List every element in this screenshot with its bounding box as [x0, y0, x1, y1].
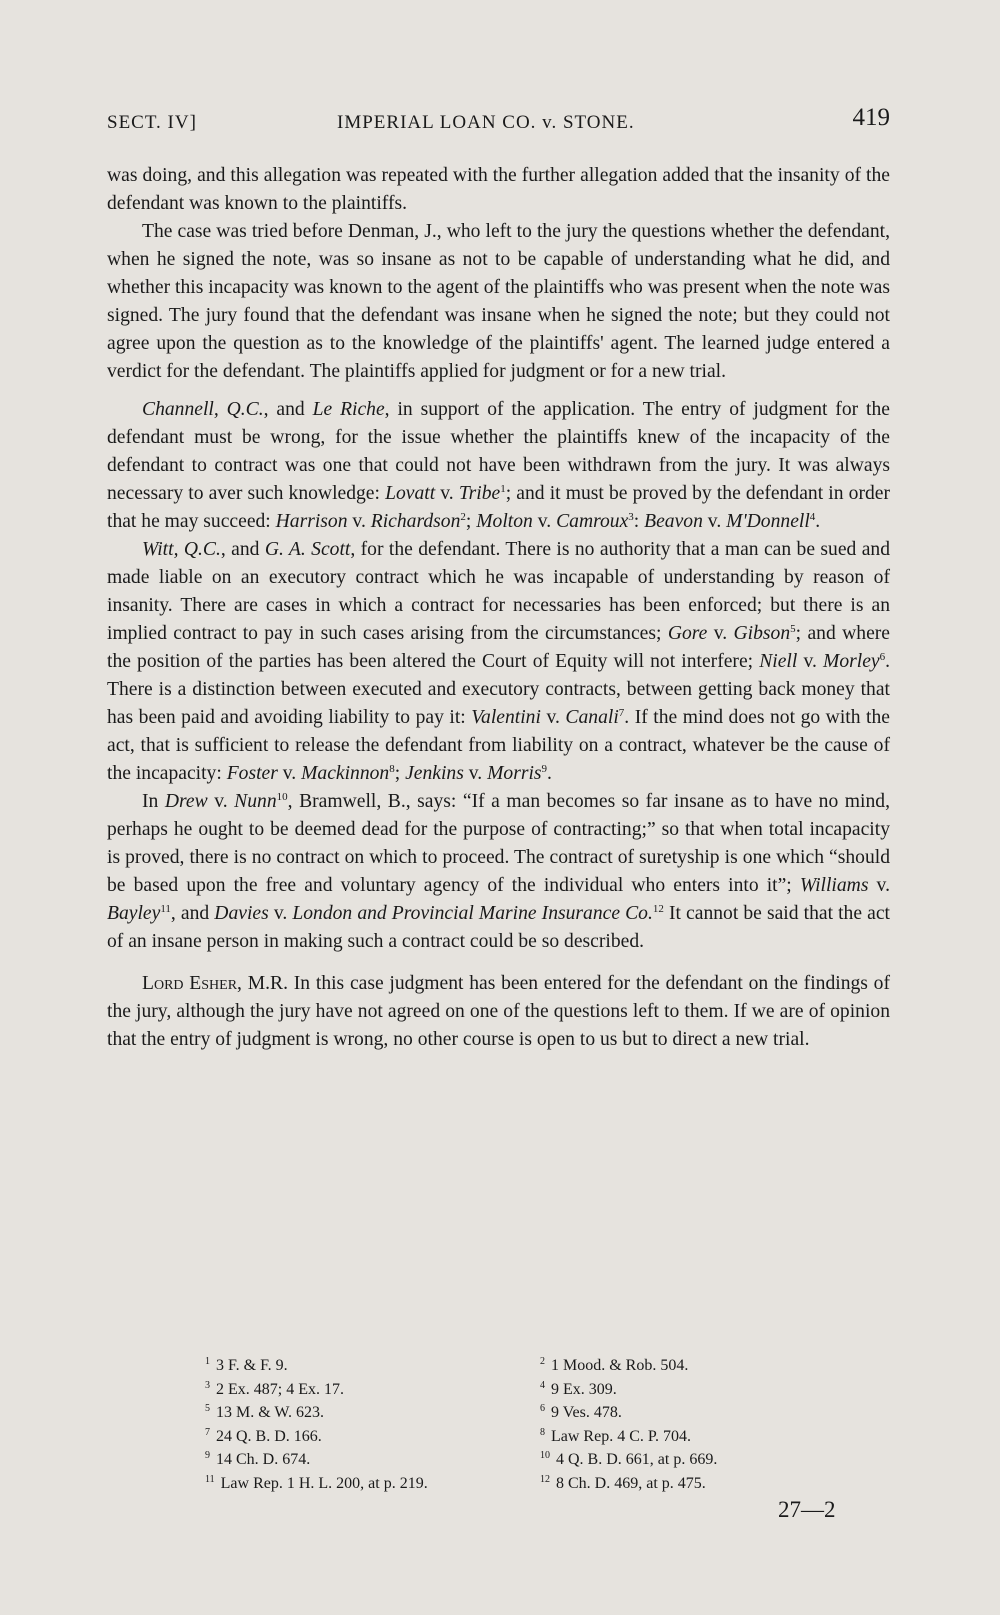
text-run: :	[633, 511, 645, 532]
body-text	[107, 162, 890, 1054]
footnote-ref: 3	[628, 511, 634, 523]
footnote-ref: 5	[790, 623, 796, 635]
case-party: Williams	[799, 875, 869, 896]
footnote-number: 3	[205, 1379, 210, 1391]
footnote-row	[205, 1472, 905, 1496]
case-party: Drew	[164, 791, 208, 812]
text-run: , and	[220, 539, 265, 560]
footnote-number: 5	[205, 1403, 210, 1414]
text-run: v.	[532, 511, 557, 532]
footnote-text: 24 Q. B. D. 166.	[216, 1427, 322, 1445]
text-run: In this case judgment has been entered for the defendant on the findings of the jury, although the jury have not agreed on one of the questions left to them. If we are of opinion that the entry of judgment is wrong, no other course is open to us but to direct a new trial.	[107, 973, 890, 1050]
case-party: Richardson	[370, 511, 461, 532]
case-party: M'Donnell	[726, 511, 810, 532]
judge-name: Lord Esher, M.R.	[142, 973, 289, 994]
footnote-text: 2 Ex. 487; 4 Ex. 17.	[216, 1380, 344, 1398]
footnotes	[205, 1354, 905, 1495]
text-run: ; and where the position of the parties has been altered the Court of Equity will not interfere;	[107, 623, 890, 672]
text-run: , in support of the application. The entry of judgment for the defendant must be wrong, for the issue whether the plaintiffs knew of the incapacity of the defendant to contract was one that could not have been withdrawn from the jury. It was always necessary to aver such knowledge:	[107, 399, 890, 504]
footnote	[540, 1378, 905, 1402]
paragraph-judgment	[107, 970, 890, 1054]
case-party: Morris	[487, 763, 542, 784]
text-run: v.	[707, 623, 734, 644]
text-run: In	[142, 791, 165, 812]
text-run: ; and it must be proved by the defendant in order that he may succeed:	[107, 483, 890, 532]
printer-signature: 27—2	[778, 1497, 836, 1522]
case-party: Morley	[823, 651, 880, 672]
paragraph-defendant-argument	[107, 536, 890, 788]
footnote-text: 13 M. & W. 623.	[216, 1404, 325, 1421]
footnote-ref: 4	[809, 511, 816, 523]
footnote-ref: 11	[160, 903, 171, 915]
footnote-text: 9 Ves. 478.	[551, 1404, 622, 1421]
footnote-ref: 1	[500, 483, 506, 495]
paragraph-trial: The case was tried before Denman, J., who left to the jury the questions whether the defendant, when he signed the note, was so insane as not to be capable of understanding what he did, and whether this incapacity was known to the agent of the plaintiffs who was present when the note was signed. The jury found that the defendant was insane when he signed the note; but they could not agree upon the question as to the knowledge of the plaintiffs' agent. The learned judge entered a verdict for the defendant. The plaintiffs applied for judgment or for a new trial.	[107, 221, 890, 382]
text-run: . If the mind does not go with the act, that is sufficient to release the defendant from liability on a contract, whatever be the cause of the incapacity:	[107, 707, 890, 784]
footnote-text: 14 Ch. D. 674.	[216, 1451, 311, 1468]
footnote	[205, 1354, 540, 1378]
text-run: v.	[797, 651, 823, 672]
footnote-number: 4	[540, 1379, 545, 1391]
text-run: v.	[207, 791, 235, 812]
text-run: v.	[435, 483, 459, 504]
footnote-row	[205, 1425, 905, 1449]
footnote-text: 8 Ch. D. 469, at p. 475.	[556, 1474, 706, 1492]
text-run: v.	[268, 903, 293, 924]
section-label: SECT. IV]	[107, 112, 197, 133]
case-party: Valentini	[471, 707, 541, 728]
footnote	[540, 1425, 905, 1449]
footnote-row	[205, 1378, 905, 1402]
footnote	[540, 1448, 905, 1472]
footnote-number: 9	[205, 1450, 210, 1461]
footnote-ref: 12	[652, 903, 664, 915]
text-run: .	[815, 511, 821, 532]
paragraph-continuation: was doing, and this allegation was repeated with the further allegation added that the insanity of the defendant was known to the plaintiffs.	[107, 165, 890, 214]
case-party: Lovatt	[385, 483, 436, 504]
case-party: Nunn	[234, 791, 277, 812]
case-party: Mackinnon	[301, 763, 390, 784]
case-party: Harrison	[275, 511, 348, 532]
footnote-ref: 9	[541, 763, 548, 775]
case-party: Gibson	[733, 623, 791, 644]
paragraph-drew-v-nunn	[107, 788, 890, 956]
case-party: Davies	[214, 903, 269, 924]
footnote	[205, 1448, 540, 1472]
text-run: , for the defendant. There is no authority that a man can be sued and made liable on an executory contract which he was incapable of understanding by reason of insanity. There are cases in which a contract for necessaries has been enforced; but there is an implied contract to pay in such cases arising from the circumstances;	[107, 539, 890, 644]
text-run: ;	[465, 511, 477, 532]
footnote	[540, 1401, 905, 1425]
text-run: v.	[540, 707, 566, 728]
footnote	[205, 1401, 540, 1425]
text-run: v.	[463, 763, 488, 784]
footnote-row	[205, 1448, 905, 1472]
footnote-ref: 8	[389, 763, 395, 775]
footnote-text: 4 Q. B. D. 661, at p. 669.	[556, 1451, 718, 1468]
footnote-number: 7	[205, 1426, 210, 1438]
footnote-text: Law Rep. 1 H. L. 200, at p. 219.	[220, 1474, 428, 1492]
footnote-number: 1	[205, 1356, 210, 1367]
text-run: v.	[277, 763, 302, 784]
footnote-ref: 2	[460, 511, 466, 523]
footnote-text: 9 Ex. 309.	[551, 1380, 617, 1398]
case-party: Bayley	[107, 903, 161, 924]
case-party: Gore	[667, 623, 708, 644]
footnote-row	[205, 1401, 905, 1425]
text-run: v.	[347, 511, 371, 532]
case-party: Foster	[226, 763, 278, 784]
case-party: Tribe	[458, 483, 501, 504]
case-party: Molton	[476, 511, 533, 532]
footnote-number: 6	[540, 1403, 545, 1414]
footnote-ref: 6	[879, 651, 886, 663]
case-party: Beavon	[644, 511, 703, 532]
text-run: v.	[868, 875, 890, 896]
text-run: , Bramwell, B., says: “If a man becomes so far insane as to have no mind, perhaps he ought to be deemed dead for the purpose of contracting;” so that when total incapacity is proved, there is no contract on which to proceed. The contract of suretyship is one which “should be based upon the free and voluntary agency of the individual who enters into it”;	[107, 791, 890, 896]
text-run: It cannot be said that the act of an insane person in making such a contract could be so described.	[107, 903, 890, 952]
counsel-name: Channell, Q.C.	[142, 399, 264, 420]
text-run: , and	[170, 903, 215, 924]
footnote-number: 8	[540, 1426, 545, 1438]
text-run: . There is a distinction between executed and executory contracts, between getting back money that has been paid and avoiding liability to pay it:	[107, 651, 890, 728]
running-header	[107, 104, 890, 144]
footnote	[205, 1378, 540, 1402]
footnote-number: 10	[540, 1450, 550, 1461]
text-run: v.	[702, 511, 727, 532]
footnote-ref: 7	[618, 707, 625, 719]
case-party: Canali	[565, 707, 619, 728]
case-party: Camroux	[556, 511, 629, 532]
footnote	[540, 1354, 905, 1378]
case-party: Niell	[759, 651, 798, 672]
text-run: , and	[263, 399, 313, 420]
counsel-name: G. A. Scott	[264, 539, 351, 560]
footnote-number: 2	[540, 1356, 545, 1367]
footnote-text: Law Rep. 4 C. P. 704.	[551, 1427, 691, 1445]
footnote	[540, 1472, 905, 1496]
counsel-name: Le Riche	[312, 399, 385, 420]
footnote-row	[205, 1354, 905, 1378]
text-run: ;	[394, 763, 406, 784]
footnote-text: 1 Mood. & Rob. 504.	[551, 1357, 689, 1374]
footnote	[205, 1472, 540, 1496]
footnote-ref: 10	[276, 791, 288, 803]
footnote-number: 12	[540, 1473, 550, 1485]
counsel-name: Witt, Q.C.	[142, 539, 221, 560]
paragraph-plaintiff-argument	[107, 396, 890, 536]
running-title: IMPERIAL LOAN CO. v. STONE.	[337, 112, 635, 133]
footnote-number: 11	[205, 1473, 215, 1485]
page-number: 419	[852, 104, 890, 131]
case-party: Jenkins	[405, 763, 464, 784]
footnote	[205, 1425, 540, 1449]
text-run: .	[547, 763, 552, 784]
footnote-text: 3 F. & F. 9.	[216, 1357, 288, 1374]
case-party: London and Provincial Marine Insurance Co.	[292, 903, 653, 924]
